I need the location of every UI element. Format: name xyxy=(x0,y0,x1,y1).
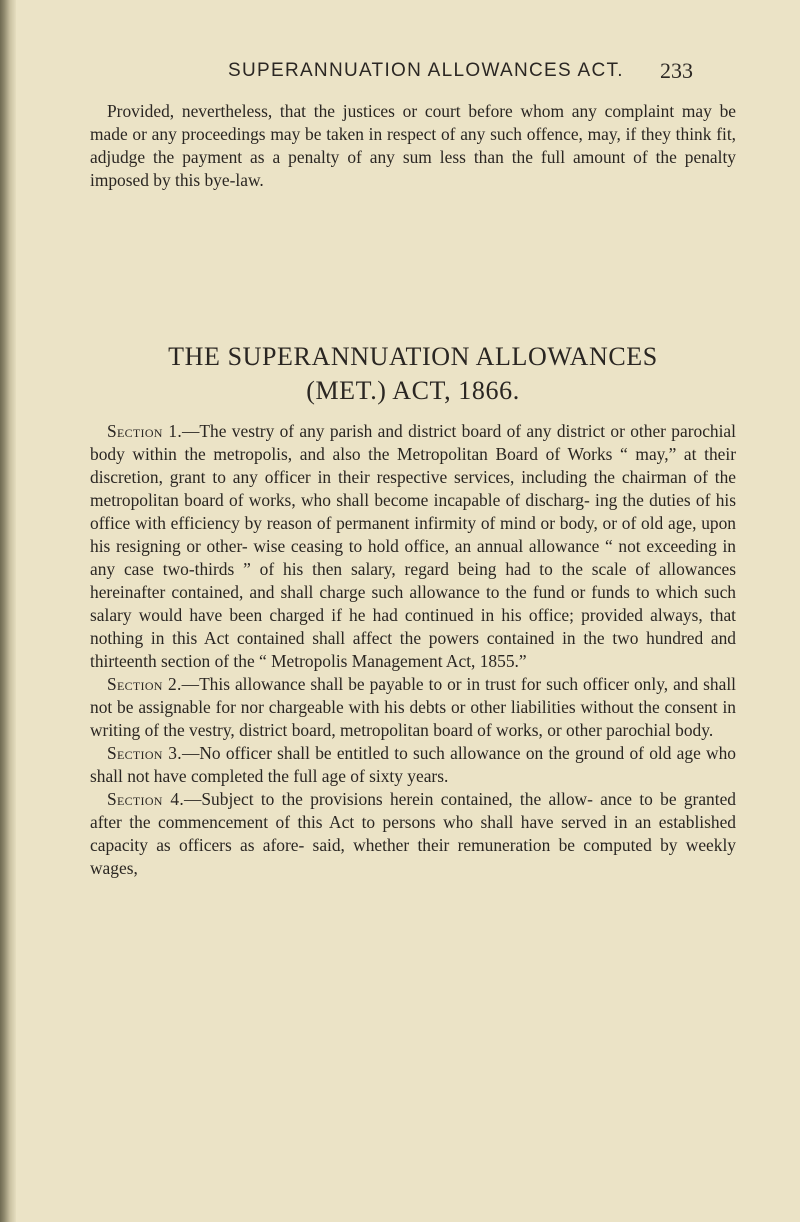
sections-list xyxy=(90,420,736,880)
section-text: —The vestry of any parish and district board of any district or other parochial body within the metropolis, and also the Metropolitan Board of Works “ may,” at their discretion, grant to any officer in their respective services, including the chairman of the metropolitan board of works, who shall become incapable of discharg- ing the duties of his office with efficiency by reason of permanent infirmity of mind or body, or of old age, upon his resigning or other- wise ceasing to hold office, an annual allowance “ not exceeding in any case two-thirds ” of his then salary, regard being had to the scale of allowances hereinafter contained, and shall charge such allowance to the fund or funds to which such salary would have been charged if he had continued in his office; provided always, that nothing in this Act contained shall affect the powers contained in the two hundred and thirteenth section of the “ Metropolis Management Act, 1855.” xyxy=(90,421,736,671)
section-4 xyxy=(90,788,736,880)
act-title-line-1: THE SUPERANNUATION ALLOWANCES xyxy=(168,342,658,371)
section-3 xyxy=(90,742,736,788)
section-1 xyxy=(90,420,736,673)
section-2 xyxy=(90,673,736,742)
running-head: SUPERANNUATION ALLOWANCES ACT. xyxy=(228,60,624,81)
intro-paragraph: Provided, nevertheless, that the justices or court before whom any complaint may be made or any proceedings may be taken in respect of any such offence, may, if they think fit, adjudge the payment as a penalty of any sum less than the full amount of the penalty imposed by this bye-law. xyxy=(90,101,736,190)
section-text: —Subject to the provisions herein contained, the allow- ance to be granted after the commencement of this Act to persons who shall have served in an established capacity as officers as afore- said, whether their remuneration be computed by weekly wages, xyxy=(90,789,736,878)
section-label: Section 3. xyxy=(107,743,182,763)
section-text: —No officer shall be entitled to such allowance on the ground of old age who shall not have completed the full age of sixty years. xyxy=(90,743,736,786)
act-title xyxy=(90,340,736,408)
section-label: Section 1. xyxy=(107,421,183,441)
section-label: Section 2. xyxy=(107,674,182,694)
act-title-line-2: (MET.) ACT, 1866. xyxy=(306,376,520,405)
page-number: 233 xyxy=(660,58,693,83)
section-label: Section 4. xyxy=(107,789,184,809)
section-text: —This allowance shall be payable to or in trust for such officer only, and shall not be assignable for nor chargeable with his debts or other liabilities without the consent in writing of the vestry, district board, metropolitan board of works, or other parochial body. xyxy=(90,674,736,740)
